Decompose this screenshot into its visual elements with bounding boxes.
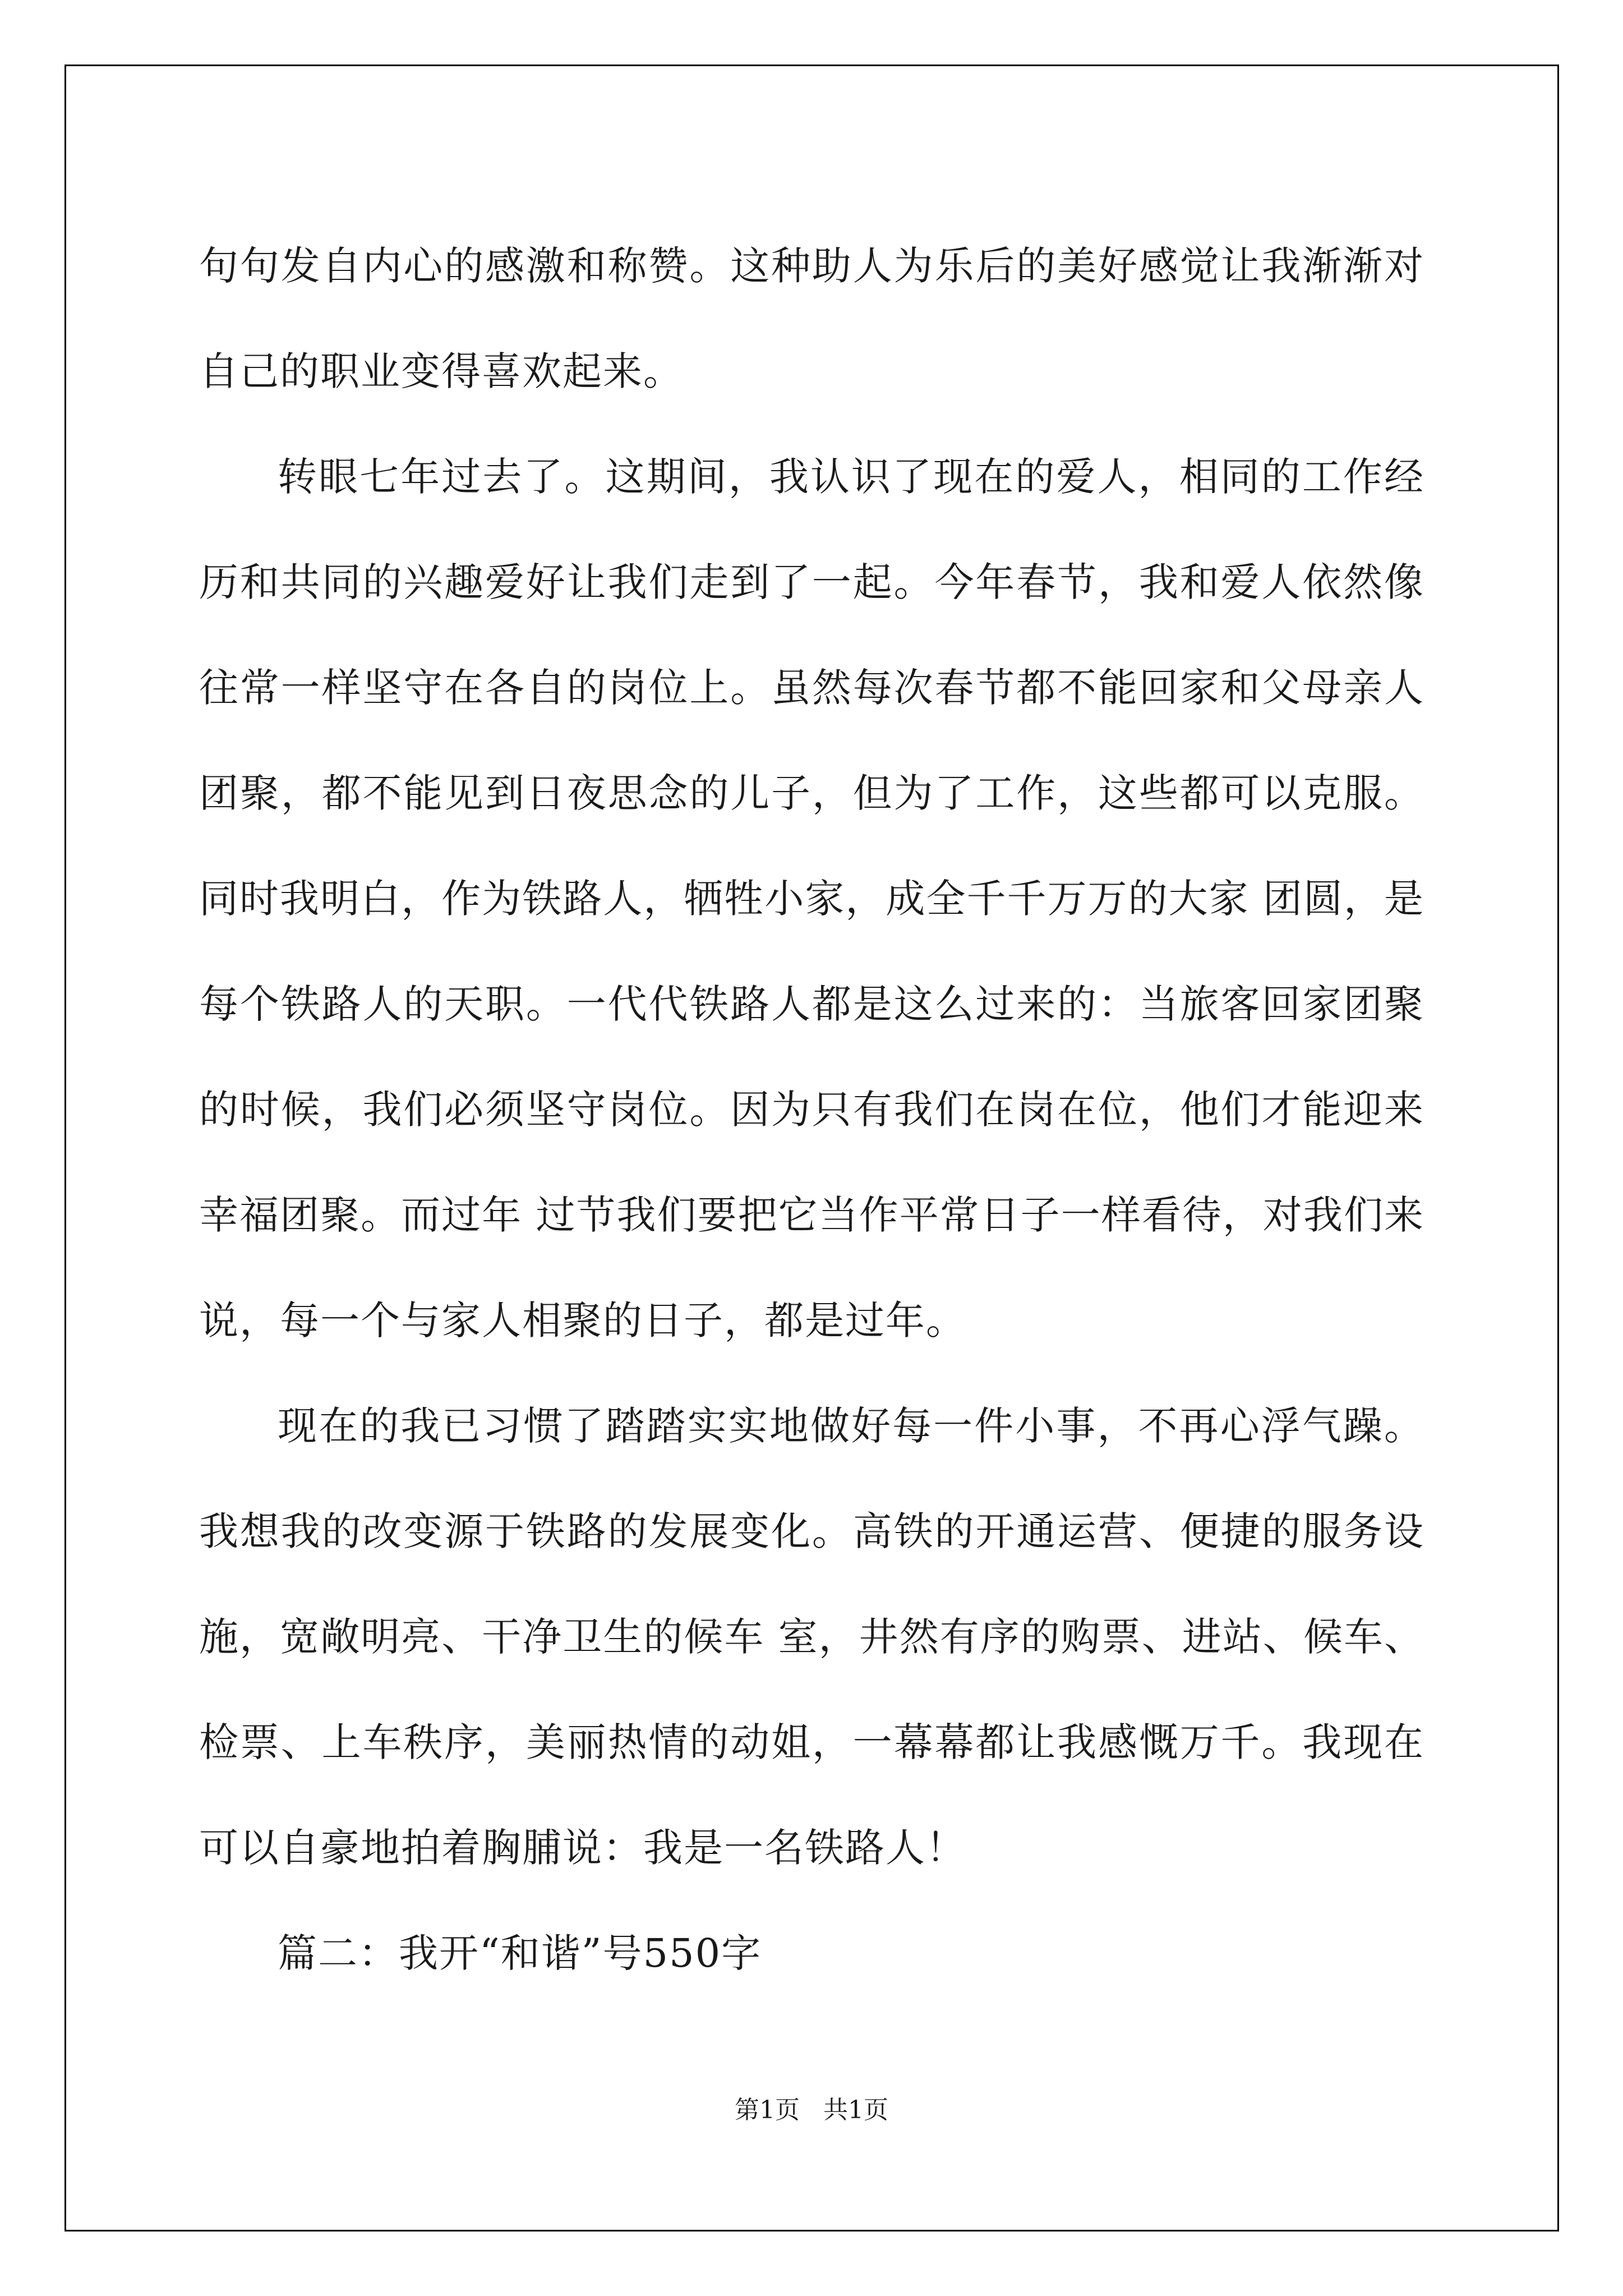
section-heading: 篇二：我开“和谐”号550字 xyxy=(278,1930,762,1976)
paragraph-continuation: 句句发自内心的感激和称赞。这种助人为乐后的美好感觉让我渐渐对自己的职业变得喜欢起来。 xyxy=(199,243,1424,394)
document-body xyxy=(199,213,1424,2006)
page-number: 第1页 xyxy=(735,2096,800,2124)
paragraph-railway-pride: 现在的我已习惯了踏踏实实地做好每一件小事，不再心浮气躁。我想我的改变源于铁路的发展变化。高铁的开通运营、便捷的服务设施，宽敞明亮、干净卫生的候车 室，井然有序的购票、进站、候车、检票、上车秩序，美丽热情的动姐，一幕幕都让我感慨万千。我现在可以自豪地拍着胸脯说：我是一名铁路人！ xyxy=(199,1403,1424,1871)
page-footer xyxy=(0,2090,1623,2125)
page-total: 共1页 xyxy=(823,2096,888,2124)
paragraph-seven-years: 转眼七年过去了。这期间，我认识了现在的爱人，相同的工作经历和共同的兴趣爱好让我们走到了一起。今年春节，我和爱人依然像往常一样坚守在各自的岗位上。虽然每次春节都不能回家和父母亲人团聚，都不能见到日夜思念的儿子，但为了工作，这些都可以克服。同时我明白，作为铁路人，牺牲小家，成全千千万万的大家 团圆，是每个铁路人的天职。一代代铁路人都是这么过来的：当旅客回家团聚的时候，我们必须坚守岗位。因为只有我们在岗在位，他们才能迎来幸福团聚。而过年 过节我们要把它当作平常日子一样看待，对我们来说，每一个与家人相聚的日子，都是过年。 xyxy=(199,454,1424,1343)
